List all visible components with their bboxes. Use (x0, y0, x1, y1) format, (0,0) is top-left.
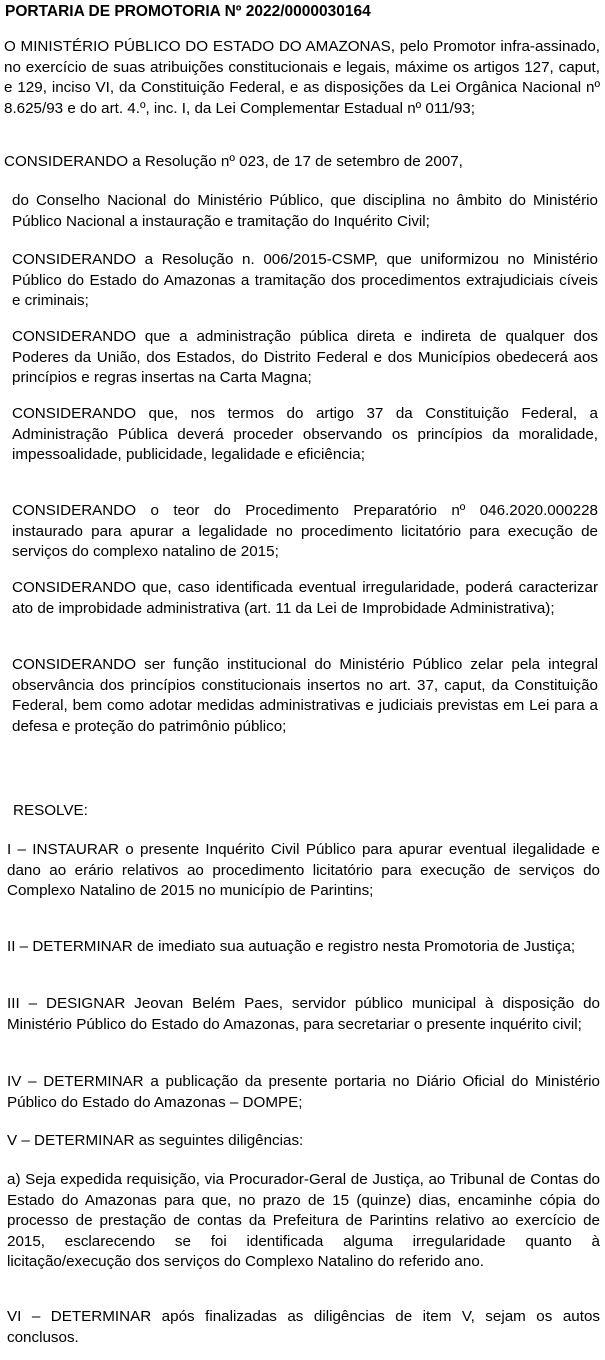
considerando-paragraph-3: CONSIDERANDO que a administração pública direta e indireta de qualquer dos Poderes da União, dos Estados, do Distrito Federal e dos Municípios obedecerá aos princípios e regras insertas na Carta Magna; (12, 328, 598, 387)
considerando-paragraph-7: CONSIDERANDO ser função institucional do Ministério Público zelar pela integral observância dos princípios constitucionais insertos no art. 37, caput, da Constituição Federal, bem como adotar medidas administrativas e judiciais previstas em Lei para a defesa e proteção do patrimônio público; (12, 656, 598, 735)
resolve-item-5a: a) Seja expedida requisição, via Procurador-Geral de Justiça, ao Tribunal de Contas do Estado do Amazonas para que, no prazo de 15 (quinze) dias, encaminhe cópia do processo de prestação de contas da Prefeitura de Parintins relativo ao exercício de 2015, esclarecendo se foi identificada alguma irregularidade quanto à licitação/execução dos serviços do Complexo Natalino do referido ano. (7, 1171, 600, 1271)
resolve-item-6: VI – DETERMINAR após finalizadas as diligências de item V, sejam os autos conclusos. (7, 1308, 600, 1346)
considerando-paragraph-1-continued: do Conselho Nacional do Ministério Público, que disciplina no âmbito do Ministério Público Nacional a instauração e tramitação do Inquérito Civil; (12, 192, 598, 230)
resolve-item-4: IV – DETERMINAR a publicação da presente portaria no Diário Oficial do Ministério Público do Estado do Amazonas – DOMPE; (7, 1073, 600, 1111)
considerando-paragraph-4: CONSIDERANDO que, nos termos do artigo 37 da Constituição Federal, a Administração Pública deverá proceder observando os princípios da moralidade, impessoalidade, publicidade, legalidade e eficiência; (12, 405, 598, 464)
preamble-paragraph: O MINISTÉRIO PÚBLICO DO ESTADO DO AMAZONAS, pelo Promotor infra-assinado, no exercício de suas atribuições constitucionais e legais, máxime os artigos 127, caput, e 129, inciso VI, da Constituição Federal, e as disposições da Lei Orgânica Nacional nº 8.625/93 e do art. 4.º, inc. I, da Lei Complementar Estadual nº 011/93; (4, 38, 600, 117)
resolve-item-3: III – DESIGNAR Jeovan Belém Paes, servidor público municipal à disposição do Ministério Público do Estado do Amazonas, para secretariar o presente inquérito civil; (7, 995, 600, 1033)
considerando-paragraph-2: CONSIDERANDO a Resolução n. 006/2015-CSMP, que uniformizou no Ministério Público do Estado do Amazonas a tramitação dos procedimentos extrajudiciais cíveis e criminais; (12, 251, 598, 310)
resolve-item-5: V – DETERMINAR as seguintes diligências: (7, 1132, 304, 1149)
resolve-item-1: I – INSTAURAR o presente Inquérito Civil Público para apurar eventual ilegalidade e dano ao erário relativos ao procedimento licitatório para execução de serviços do Complexo Natalino de 2015 no município de Parintins; (7, 841, 600, 900)
considerando-paragraph-6: CONSIDERANDO que, caso identificada eventual irregularidade, poderá caracterizar ato de improbidade administrativa (art. 11 da Lei de Improbidade Administrativa); (12, 579, 598, 617)
resolve-item-2: II – DETERMINAR de imediato sua autuação e registro nesta Promotoria de Justiça; (7, 938, 576, 955)
considerando-paragraph-1: CONSIDERANDO a Resolução nº 023, de 17 de setembro de 2007, (4, 153, 463, 170)
document-title: PORTARIA DE PROMOTORIA Nº 2022/0000030164 (5, 3, 371, 20)
considerando-paragraph-5: CONSIDERANDO o teor do Procedimento Preparatório nº 046.2020.000228 instaurado para apurar a legalidade no procedimento licitatório para execução de serviços do complexo natalino de 2015; (12, 502, 598, 561)
resolve-heading: RESOLVE: (13, 802, 88, 819)
